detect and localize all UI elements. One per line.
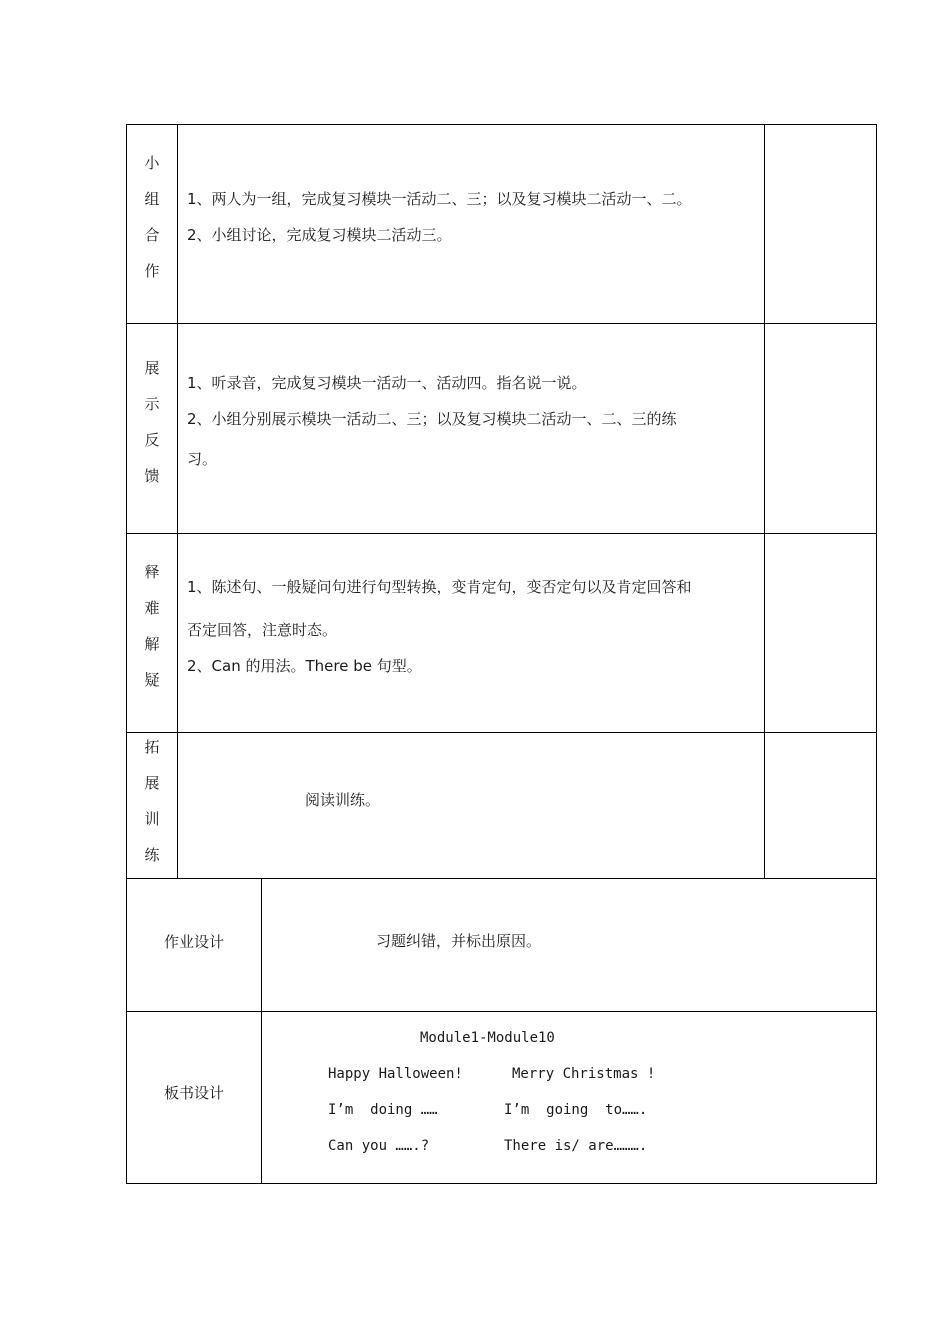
column-divider <box>177 733 178 878</box>
lesson-plan-table <box>126 124 877 1184</box>
column-divider <box>764 324 765 533</box>
board-line: Happy Halloween! <box>328 1066 463 1082</box>
content-line: 2、小组讨论，完成复习模块二活动三。 <box>187 226 452 244</box>
row-label-resolve-difficulties: 释 难 解 疑 <box>144 563 160 689</box>
content-line: 习。 <box>187 450 218 468</box>
row-board-design <box>127 1012 876 1183</box>
column-divider <box>177 324 178 533</box>
presentation-feedback-content <box>187 373 677 469</box>
column-divider <box>764 534 765 732</box>
group-cooperation-content <box>187 189 692 245</box>
row-group-cooperation <box>127 125 876 324</box>
board-line: I’m going to……. <box>504 1102 648 1118</box>
homework-design-content <box>376 931 541 951</box>
resolve-difficulties-content <box>187 577 692 676</box>
board-line: There is/ are………. <box>504 1138 648 1154</box>
board-title: Module1-Module10 <box>420 1030 555 1046</box>
content-line: 1、陈述句、一般疑问句进行句型转换，变肯定句，变否定句以及肯定回答和 <box>187 578 692 596</box>
content-line: 习题纠错，并标出原因。 <box>376 932 542 950</box>
board-line: Merry Christmas ! <box>512 1066 656 1082</box>
content-line: 2、Can 的用法。There be 句型。 <box>187 657 422 675</box>
row-label-homework-design: 作业设计 <box>163 933 224 951</box>
column-divider <box>177 125 178 323</box>
column-divider <box>764 125 765 323</box>
column-divider <box>764 733 765 878</box>
content-line: 否定回答，注意时态。 <box>187 621 338 639</box>
row-label-board-design: 板书设计 <box>163 1084 224 1102</box>
content-line: 阅读训练。 <box>305 791 381 809</box>
row-homework-design <box>127 879 876 1012</box>
extension-training-content <box>305 790 380 810</box>
column-divider <box>261 879 262 1011</box>
board-line: I’m doing …… <box>328 1102 438 1118</box>
row-label-presentation-feedback: 展 示 反 馈 <box>144 359 160 485</box>
row-label-group-cooperation: 小 组 合 作 <box>144 154 160 280</box>
row-extension-training <box>127 733 876 879</box>
board-line: Can you …….? <box>328 1138 430 1154</box>
content-line: 2、小组分别展示模块一活动二、三；以及复习模块二活动一、二、三的练 <box>187 410 677 428</box>
column-divider <box>177 534 178 732</box>
column-divider <box>261 1012 262 1183</box>
row-resolve-difficulties <box>127 534 876 733</box>
row-label-extension-training: 拓 展 训 练 <box>144 738 160 864</box>
content-line: 1、两人为一组，完成复习模块一活动二、三；以及复习模块二活动一、二。 <box>187 190 692 208</box>
row-presentation-feedback <box>127 324 876 534</box>
content-line: 1、听录音，完成复习模块一活动一、活动四。指名说一说。 <box>187 374 587 392</box>
